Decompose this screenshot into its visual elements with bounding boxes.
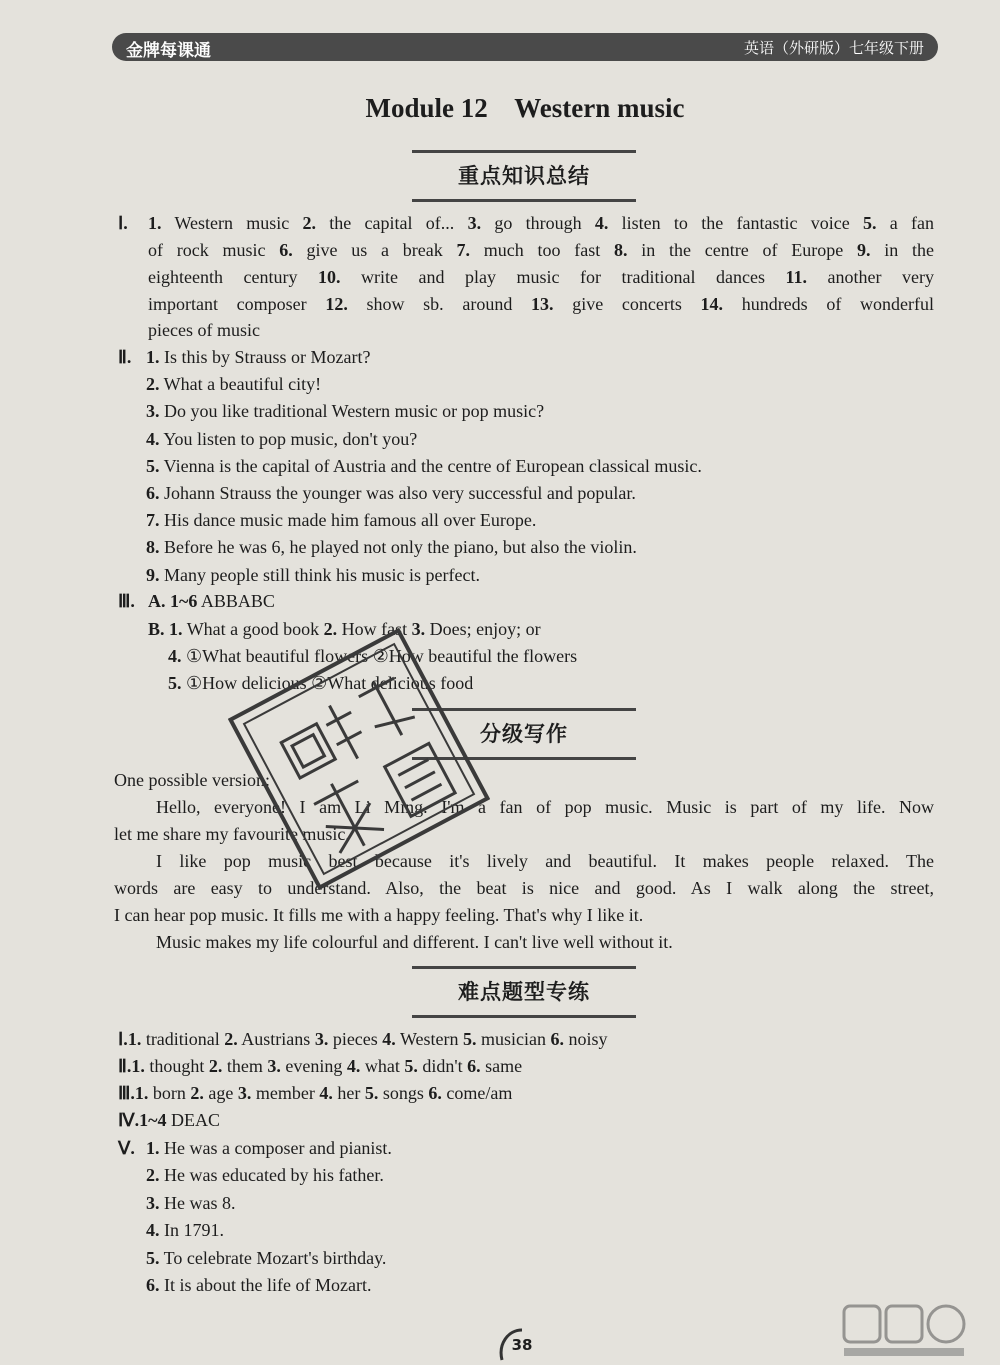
list-item (146, 371, 321, 397)
item-text: pieces (328, 1029, 383, 1049)
item-number: 9. (856, 240, 871, 260)
item-text: traditional (141, 1029, 225, 1049)
item-number: 8. (614, 240, 628, 260)
item-number: 3. (237, 1083, 252, 1103)
item-text: come/am (441, 1083, 513, 1103)
writing-p2-line-1: I like pop music best because it's lively and beautiful. It makes people relaxed. The (156, 851, 934, 871)
list-item (146, 507, 536, 533)
item-text: in the centre of Europe (627, 240, 857, 260)
item-number: 1. (131, 1056, 145, 1076)
module-title: Module 12 Western music (365, 93, 685, 123)
item-text: what (360, 1056, 405, 1076)
list-item (146, 453, 702, 479)
writing-p3: Music makes my life colourful and different. I can't live well without it. (156, 932, 673, 952)
item-text: Western (395, 1029, 463, 1049)
item-number: 9. (146, 564, 160, 585)
list-item (146, 426, 417, 452)
item-text: listen to the fantastic voice (608, 213, 863, 233)
list-item (146, 344, 370, 370)
item-text: didn't (417, 1056, 468, 1076)
item-number: 3. (467, 213, 482, 233)
item-number: 3. (314, 1029, 329, 1049)
list-item (146, 1217, 224, 1243)
item-text: same (480, 1056, 523, 1076)
s3-II: Ⅱ.1. thought 2. them 3. evening 4. what 5. didn't 6. same (118, 1056, 523, 1076)
list-item (146, 398, 544, 424)
item-text: member (251, 1083, 320, 1103)
item-number: 1. (134, 1083, 149, 1103)
item-text: the capital of... (316, 213, 468, 233)
item-number: 4. (146, 1220, 160, 1241)
item-text: age (203, 1083, 238, 1103)
site-watermark-icon (840, 1300, 970, 1360)
s1-I-line-5: pieces of music (148, 320, 260, 340)
item-text: songs (378, 1083, 429, 1103)
item-number: 3. (146, 1192, 160, 1213)
item-number: 3. (146, 401, 160, 422)
item-text: musician (476, 1029, 551, 1049)
item-text: Does; enjoy; or (425, 619, 541, 639)
list-item (146, 534, 637, 560)
item-number: 1. (146, 1138, 160, 1158)
item-number: 2. (224, 1029, 238, 1049)
item-number: 3. (267, 1056, 281, 1076)
s3-IV: Ⅳ.1~4 DEAC (118, 1110, 220, 1130)
item-text: noisy (564, 1029, 608, 1049)
writing-p2-line-3: I can hear pop music. It fills me with a happy feeling. That's why I like it. (114, 905, 644, 925)
item-number: 10. (317, 267, 341, 287)
item-number: 5. (146, 1247, 160, 1268)
item-number: 6. (467, 1056, 481, 1076)
item-number: 6. (146, 483, 160, 503)
item-number: 5. (862, 213, 877, 233)
list-item (146, 1272, 371, 1298)
item-number: 12. (325, 294, 348, 314)
item-number: 2. (302, 213, 317, 233)
list-item (146, 1245, 386, 1271)
item-number: 2. (323, 619, 338, 639)
item-number: 2. (208, 1056, 223, 1076)
item-number: 2. (190, 1083, 204, 1103)
item-text: He was educated by his father. (159, 1165, 384, 1186)
item-text: ①How delicious ②What delicious food (181, 673, 474, 693)
writing-p1-line-1: Hello, everyone! I am Li Ming. I'm a fan of pop music. Music is part of my life. Now (156, 797, 934, 817)
item-text: Austrians (237, 1029, 315, 1049)
item-number: 6. (550, 1029, 564, 1049)
item-text: He was a composer and pianist. (159, 1138, 392, 1158)
item-text: write and play music for traditional dances (340, 267, 786, 287)
s3-I: Ⅰ.1. traditional 2. Austrians 3. pieces 4. Western 5. musician 6. noisy (118, 1029, 608, 1049)
item-number: 4. (319, 1083, 333, 1103)
writing-intro: One possible version: (114, 770, 270, 790)
item-text: What a beautiful city! (159, 374, 322, 395)
item-number: 7. (146, 510, 160, 531)
item-number: 6. (146, 1275, 160, 1295)
item-number: 5. (463, 1029, 477, 1049)
s1-I-label: Ⅰ. (118, 213, 128, 233)
item-number: 6. (428, 1083, 442, 1103)
item-text: of rock music (148, 240, 280, 260)
writing-p1-line-2: let me share my favourite music. (114, 824, 350, 844)
item-text: much too fast (470, 240, 615, 260)
item-text: To celebrate Mozart's birthday. (159, 1247, 387, 1268)
item-text: He was 8. (159, 1192, 236, 1213)
item-text: ABBABC (197, 591, 275, 611)
header-bar (112, 33, 938, 61)
item-text: give us a break (292, 240, 457, 260)
item-text: What a good book (182, 619, 324, 639)
writing-p2-line-2: words are easy to understand. Also, the beat is nice and good. As I walk along the street, (114, 878, 934, 898)
item-number: 4. (168, 646, 182, 666)
item-number: 1. (127, 1029, 142, 1049)
item-number: 1~6 (170, 591, 198, 611)
list-item (146, 1190, 235, 1216)
item-number: 3. (411, 619, 426, 639)
item-number: 5. (404, 1056, 418, 1076)
book-subject-grade: 英语（外研版）七年级下册 (743, 39, 924, 57)
item-text: hundreds of wonderful (723, 294, 934, 314)
item-number: 5. (146, 455, 160, 476)
item-number: 2. (146, 1165, 160, 1186)
item-text: in the (870, 240, 934, 260)
item-text: show sb. around (347, 294, 532, 314)
section-writing-heading: 分级写作 (412, 708, 636, 760)
item-number: 4. (346, 1056, 361, 1076)
item-text: give concerts (553, 294, 701, 314)
seal-stamp-icon (228, 628, 490, 890)
item-text: Is this by Strauss or Mozart? (159, 347, 371, 367)
item-text: them (222, 1056, 268, 1076)
item-text: Vienna is the capital of Austria and the centre of European classical music. (159, 455, 702, 476)
item-number: 1~4 (139, 1110, 167, 1130)
item-number: 2. (146, 374, 160, 395)
item-number: 7. (456, 240, 470, 260)
item-number: A. (148, 591, 166, 611)
list-item (146, 1135, 392, 1161)
item-number: 14. (700, 294, 724, 314)
item-text: His dance music made him famous all over Europe. (159, 510, 537, 531)
item-text: another very (807, 267, 934, 287)
list-item (146, 1162, 384, 1188)
item-number: 1. (148, 213, 162, 233)
item-text: Western music (161, 213, 303, 233)
s1-II-label: Ⅱ. (118, 347, 132, 367)
item-number: 4. (382, 1029, 396, 1049)
item-text: evening (280, 1056, 347, 1076)
item-number: 4. (594, 213, 609, 233)
list-item (146, 562, 480, 588)
item-number: 8. (146, 537, 160, 558)
item-number: 5. (364, 1083, 379, 1103)
item-text: Many people still think his music is perfect. (159, 564, 480, 585)
s3-V-label: Ⅴ. (118, 1138, 135, 1158)
item-number: 1. (146, 347, 160, 367)
item-text: a fan (876, 213, 934, 233)
item-text: Do you like traditional Western music or pop music? (159, 401, 545, 422)
item-text: You listen to pop music, don't you? (159, 428, 418, 449)
book-series-title: 金牌每课通 (126, 41, 211, 61)
item-number: 11. (785, 267, 808, 287)
item-number: 6. (279, 240, 293, 260)
item-text: eighteenth century (148, 267, 318, 287)
section-practice-heading: 难点题型专练 (412, 966, 636, 1018)
item-text: ①What beautiful flowers ②How beautiful the flowers (181, 646, 578, 666)
item-text: It is about the life of Mozart. (159, 1275, 372, 1295)
item-number: 5. (168, 673, 182, 693)
item-number: 1. (169, 619, 183, 639)
list-item (146, 480, 636, 506)
item-number: B. (148, 619, 165, 639)
item-number: 4. (146, 428, 160, 449)
item-text: her (332, 1083, 365, 1103)
item-text: Johann Strauss the younger was also very successful and popular. (159, 483, 636, 503)
item-text: born (148, 1083, 191, 1103)
s1-III-label: Ⅲ. (118, 591, 135, 611)
item-text: In 1791. (159, 1220, 224, 1241)
s1-I-line-4 (148, 291, 934, 317)
item-text: Before he was 6, he played not only the piano, but also the violin. (159, 537, 637, 558)
section-summary-heading: 重点知识总结 (412, 150, 636, 202)
s1-I-line-3 (148, 264, 934, 290)
item-text: important composer (148, 294, 326, 314)
s1-I-line-1 (148, 210, 934, 236)
item-text: go through (481, 213, 595, 233)
item-text: DEAC (166, 1110, 220, 1130)
s3-III: Ⅲ.1. born 2. age 3. member 4. her 5. songs 6. come/am (118, 1083, 513, 1103)
s1-I-line-2 (148, 237, 934, 263)
page-number: 38 (511, 1336, 533, 1354)
s1-III-A (148, 588, 275, 614)
item-number: 13. (531, 294, 554, 314)
item-text: How fast (337, 619, 412, 639)
item-text: thought (144, 1056, 209, 1076)
